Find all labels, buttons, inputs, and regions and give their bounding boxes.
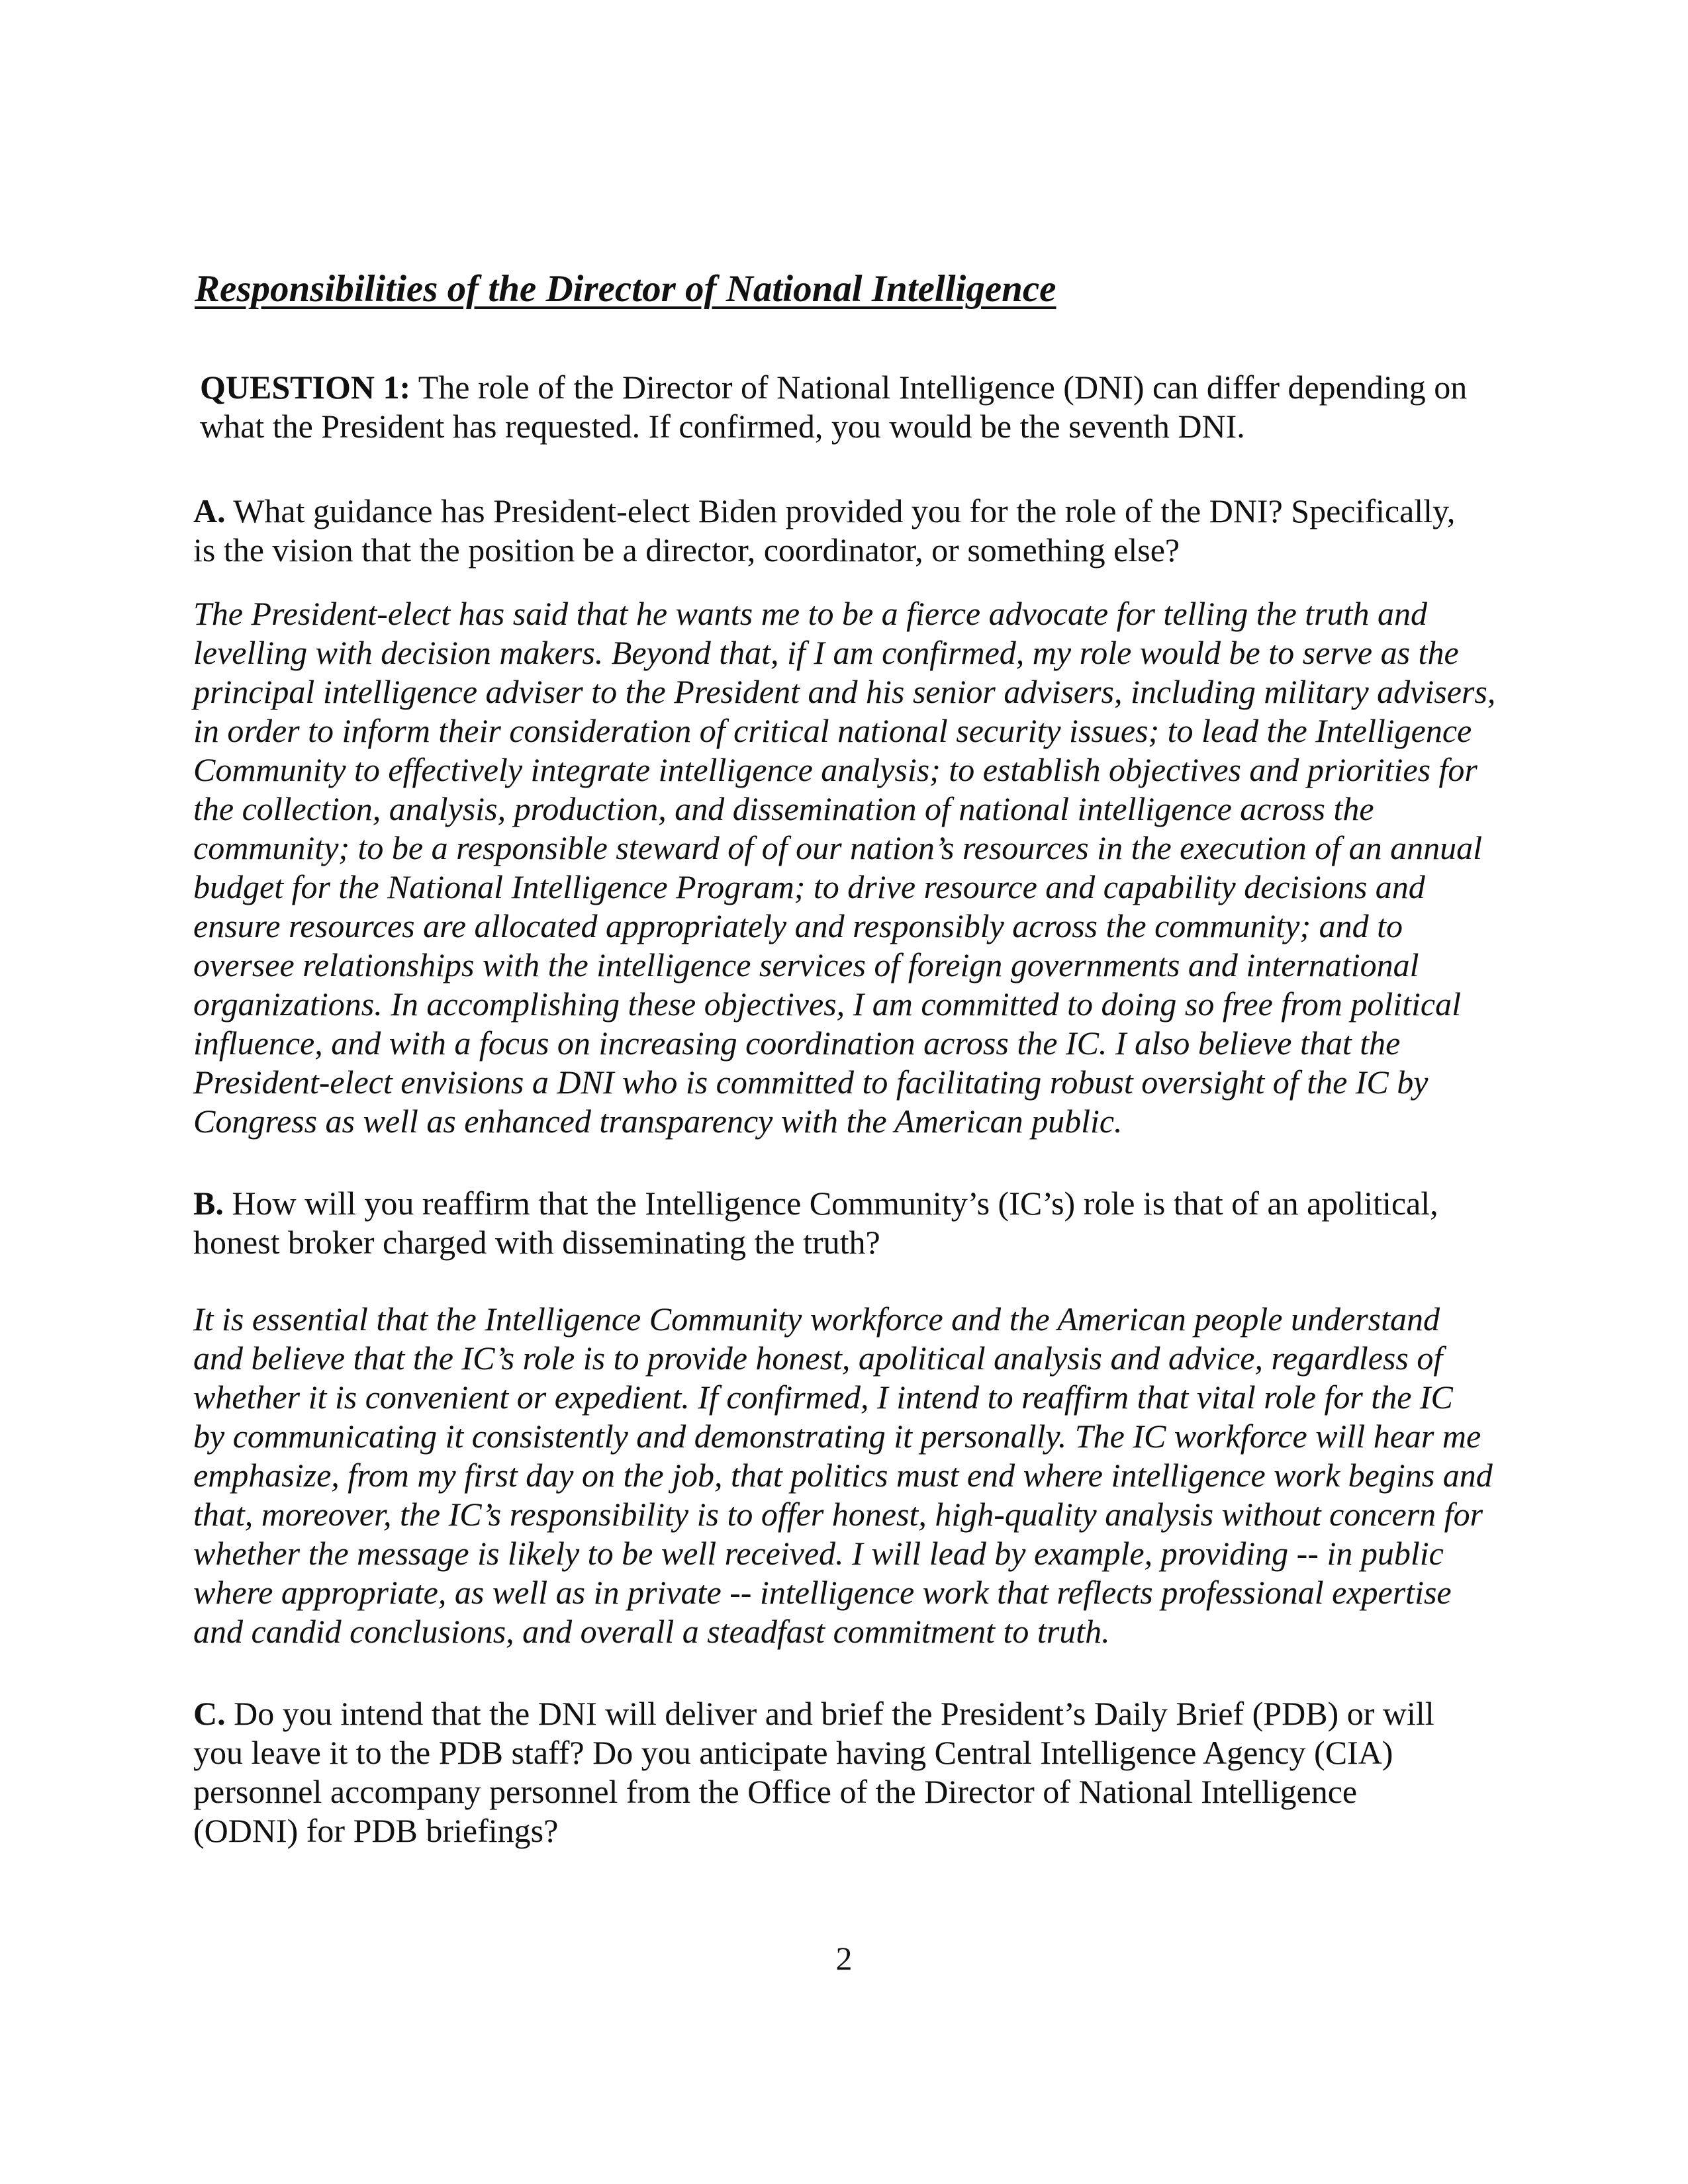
answer-line: whether it is convenient or expedient. If confirmed, I intend to reaffirm that vital role for the IC xyxy=(193,1379,1453,1416)
part-b-question-line-2: honest broker charged with disseminating the truth? xyxy=(193,1224,880,1261)
answer-line: It is essential that the Intelligence Community workforce and the American people understand xyxy=(193,1300,1440,1338)
answer-line: in order to inform their consideration of critical national security issues; to lead the Intelligence xyxy=(193,712,1472,749)
part-b-question-text: How will you reaffirm that the Intelligence Community’s (IC’s) role is that of an apolitical, xyxy=(223,1185,1438,1222)
part-a-question xyxy=(193,492,1517,570)
answer-line: and believe that the IC’s role is to provide honest, apolitical analysis and advice, regardless of xyxy=(193,1340,1443,1377)
part-c-question-text: Do you intend that the DNI will deliver and brief the President’s Daily Brief (PDB) or will xyxy=(225,1695,1434,1732)
answer-line: President-elect envisions a DNI who is committed to facilitating robust oversight of the IC by xyxy=(193,1064,1429,1101)
question-1 xyxy=(200,368,1524,446)
answer-line: community; to be a responsible steward of of our nation’s resources in the execution of an annual xyxy=(193,829,1482,866)
answer-line: principal intelligence adviser to the President and his senior advisers, including military advisers, xyxy=(193,673,1496,710)
part-b-question-line-1 xyxy=(193,1184,1517,1223)
question-1-line-2: what the President has requested. If confirmed, you would be the seventh DNI. xyxy=(200,408,1245,445)
answer-line: influence, and with a focus on increasing coordination across the IC. I also believe that the xyxy=(193,1024,1401,1062)
answer-line: ensure resources are allocated appropriately and responsibly across the community; and to xyxy=(193,907,1403,944)
page-number: 2 xyxy=(835,1940,853,1977)
part-c-label: C. xyxy=(193,1695,226,1732)
answer-line: that, moreover, the IC’s responsibility is to offer honest, high-quality analysis without concern for xyxy=(193,1496,1483,1533)
question-1-line-1 xyxy=(200,368,1524,407)
part-a-question-line-2: is the vision that the position be a director, coordinator, or something else? xyxy=(193,531,1180,569)
question-1-label: QUESTION 1: xyxy=(200,369,411,406)
part-b-question xyxy=(193,1184,1517,1262)
question-1-text: The role of the Director of National Intelligence (DNI) can differ depending on xyxy=(410,369,1468,406)
answer-line: budget for the National Intelligence Program; to drive resource and capability decisions and xyxy=(193,868,1425,905)
part-c-question-line-4: (ODNI) for PDB briefings? xyxy=(193,1812,559,1849)
part-b-answer xyxy=(193,1300,1517,1651)
answer-line: levelling with decision makers. Beyond that, if I am confirmed, my role would be to serve as the xyxy=(193,634,1459,671)
answer-line: and candid conclusions, and overall a steadfast commitment to truth. xyxy=(193,1613,1110,1650)
answer-line: oversee relationships with the intelligence services of foreign governments and international xyxy=(193,946,1419,983)
part-c-question-line-3: personnel accompany personnel from the Office of the Director of National Intelligence xyxy=(193,1773,1358,1810)
part-a-answer xyxy=(193,594,1517,1141)
part-c-question-line-2: you leave it to the PDB staff? Do you anticipate having Central Intelligence Agency (CIA) xyxy=(193,1734,1393,1771)
part-b-label: B. xyxy=(193,1185,224,1222)
answer-line: Congress as well as enhanced transparency with the American public. xyxy=(193,1103,1123,1140)
part-a-question-line-1 xyxy=(193,492,1517,531)
answer-line: The President-elect has said that he wants me to be a fierce advocate for telling the truth and xyxy=(193,595,1428,632)
part-a-question-text: What guidance has President-elect Biden provided you for the role of the DNI? Specifically, xyxy=(225,492,1456,529)
section-title: Responsibilities of the Director of National Intelligence xyxy=(195,268,1056,310)
answer-line: where appropriate, as well as in private -- intelligence work that reflects professional expertise xyxy=(193,1574,1452,1611)
part-c-question xyxy=(193,1694,1517,1850)
answer-line: Community to effectively integrate intelligence analysis; to establish objectives and priorities for xyxy=(193,751,1477,788)
part-a-label: A. xyxy=(193,492,226,529)
answer-line: by communicating it consistently and demonstrating it personally. The IC workforce will hear me xyxy=(193,1418,1481,1455)
answer-line: the collection, analysis, production, and dissemination of national intelligence across the xyxy=(193,790,1374,827)
part-c-question-line-1 xyxy=(193,1694,1517,1733)
answer-line: emphasize, from my first day on the job, that politics must end where intelligence work begins and xyxy=(193,1457,1493,1494)
answer-line: whether the message is likely to be well received. I will lead by example, providing -- in public xyxy=(193,1535,1444,1572)
answer-line: organizations. In accomplishing these objectives, I am committed to doing so free from political xyxy=(193,985,1462,1023)
